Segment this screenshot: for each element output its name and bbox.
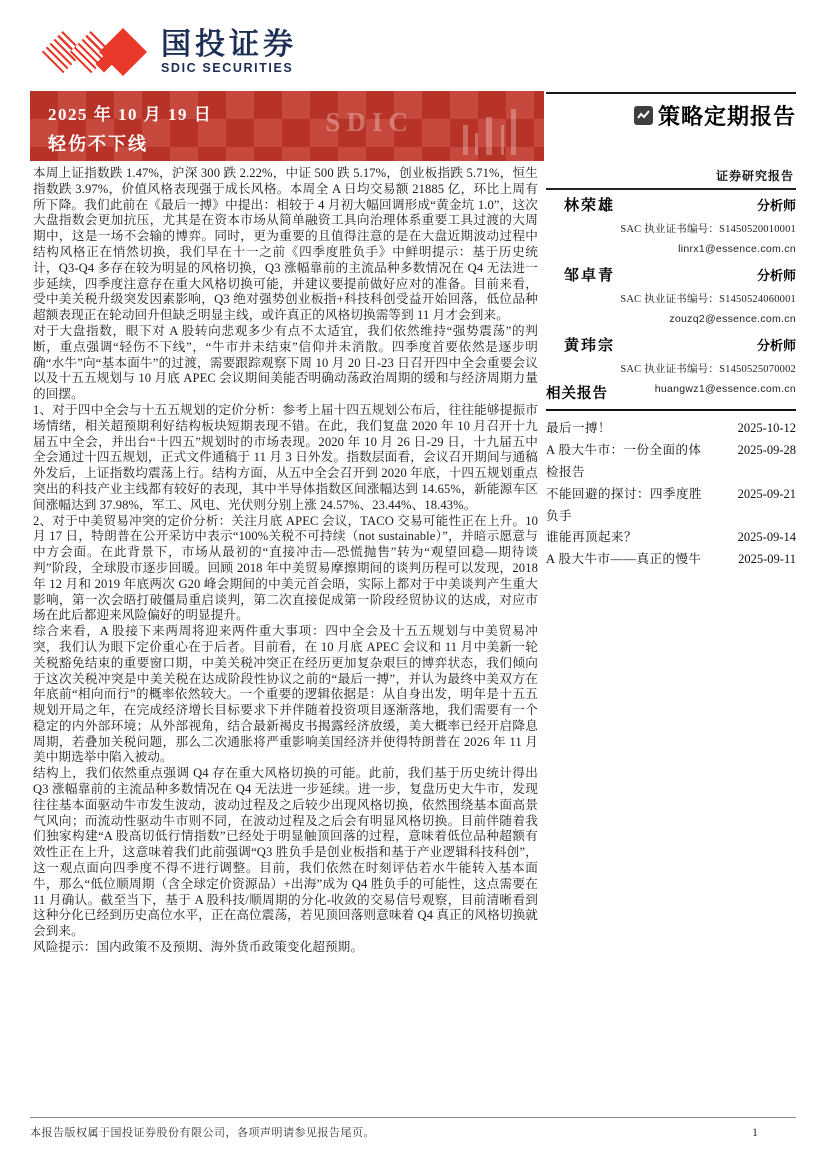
analyst-cert: SAC 执业证书编号：S1450524060001 — [620, 294, 796, 305]
analyst-role: 分析师 — [756, 338, 796, 353]
analyst-name: 邹卓青 — [564, 268, 616, 284]
related-report-title: 不能回避的探讨：四季度胜负手 — [546, 486, 703, 523]
company-name-en: SDIC SECURITIES — [161, 60, 294, 75]
title-band — [30, 91, 544, 161]
report-title: 轻伤不下线 — [48, 134, 148, 154]
page-number: 1 — [752, 1125, 758, 1139]
analyst-email: zouzq2@essence.com.cn — [669, 313, 796, 325]
related-report-title: A 股大牛市——真正的慢牛 — [546, 552, 702, 567]
analyst-name: 黄玮宗 — [564, 338, 616, 354]
related-report-date: 2025-09-11 — [738, 552, 796, 567]
related-report-date: 2025-09-21 — [737, 486, 796, 501]
report-type-label: 策略定期报告 — [657, 104, 796, 129]
related-reports-section — [546, 382, 796, 571]
related-report-row — [546, 484, 796, 528]
analyst-name: 林荣雄 — [564, 198, 616, 214]
analyst-cert: SAC 执业证书编号：S1450525070002 — [620, 364, 796, 375]
body-paragraph-risk: 风险提示：国内政策不及预期、海外货币政策变化超预期。 — [33, 940, 364, 955]
related-report-row — [546, 440, 796, 484]
analysts-section — [546, 194, 796, 404]
analyst-email: linrx1@essence.com.cn — [678, 243, 796, 255]
sidebar-divider — [546, 188, 796, 190]
building-silhouette — [511, 109, 516, 155]
footer-disclaimer: 本报告版权属于国投证券股份有限公司，各项声明请参见报告尾页。 — [30, 1127, 375, 1139]
analyst-block — [546, 264, 796, 325]
body-paragraph: 结构上，我们依然重点强调 Q4 存在重大风格切换的可能。此前，我们基于历史统计得出 Q3 涨幅靠前的主流品种多数情况在 Q4 无法进一步延续。进一步，复盘历史大牛市，发现往往基本面驱动牛市发生波动，波动过程及之后较少出现风格切换，依然围绕基本面高景气风向；而流动性驱动牛市则不同，在波动过程及之后会有明显风格切换。目前伴随着我们独家构建“A 股高切低行情指数”已经处于明显触顶回落的过程，意味着低位品种超额有效性正在上升，这意味着我们此前强调“Q3 胜负手是创业板指和基于产业逻辑科技科创”，这一观点面向四季度不得不进行调整。目前，我们依然在时刻评估若水牛能转入基本面牛，那么“低位顺周期（含全球定价资源品）+出海”成为 Q4 胜负手的可能性，这点需要在 11 月确认。截至当下，基于 A 股科技/顺周期的分化-收敛的交易信号观察，目前清晰看到这种分化已经到历史高位水平，正在高位震荡，若见顶回落则意味着 Q4 真正的风格切换就会到来。 — [33, 766, 538, 939]
analyst-cert: SAC 执业证书编号：S1450520010001 — [620, 224, 796, 235]
related-reports-title: 相关报告 — [546, 382, 796, 411]
analyst-block — [546, 194, 796, 255]
related-report-row — [546, 549, 796, 571]
related-report-title: 最后一搏！ — [546, 421, 612, 435]
related-report-row — [546, 418, 796, 440]
body-paragraph: 2、对于中美贸易冲突的定价分析：关注月底 APEC 会议，TACO 交易可能性正在上升。10 月 17 日，特朗普在公开采访中表示“100%关税不可持续（not sustainable）”，并暗示愿意与中方会面。在此背景下，市场从最初的“直接冲击—恐慌抛售”转为“观望回稳—期待谈判”阶段，全球股市逐步回暖。回顾 2018 年中美贸易摩擦期间的谈判历程可以发现，2018 年 12 月和 2019 年底两次 G20 峰会期间的中美元首会晤，实际上都对于中美谈判产生重大影响，第一次会晤打破僵局重启谈判，第二次直接促成第一阶段经贸协议的达成，对应市场在此后都迎来风险偏好的明显提升。 — [33, 513, 538, 623]
band-watermark: SDIC — [325, 107, 414, 137]
related-report-title: A 股大牛市：一份全面的体检报告 — [546, 442, 702, 479]
page-footer — [30, 1117, 796, 1140]
report-body — [33, 166, 538, 956]
report-date: 2025 年 10 月 19 日 — [48, 105, 213, 124]
body-paragraph: 1、对于四中全会与十五五规划的定价分析：参考上届十四五规划公布后，往往能够提振市场情绪，相关超预期利好结构板块短期表现不错。在此，我们复盘 2020 年 10 月召开十九届五中全会，并出台“十四五”规划时的市场表现。2020 年 10 月 26 日-29 日，十九届五中全会通过十四五规划，正式文件通稿于 11 月 3 日外发。指数层面看，会议召开期间与通稿外发后，上证指数均震荡上行。结构方面，从五中全会召开到 2020 年底，十四五规划重点突出的科技产业主线都有较好的表现，其中半导体指数区间涨幅达到 14.65%，新能源车区间涨幅达到 37.98%，军工、风电、光伏则分别上涨 24.57%、23.44%、18.43%。 — [33, 402, 538, 512]
related-report-date: 2025-10-12 — [737, 421, 796, 435]
related-report-date: 2025-09-14 — [737, 530, 796, 545]
company-name-cn: 国投证券 — [161, 28, 297, 62]
body-paragraph: 本周上证指数跌 1.47%，沪深 300 跌 2.22%，中证 500 跌 5.17%，创业板指跌 5.71%，恒生指数跌 3.97%，价值风格表现强于成长风格。本周全 A 日均交易额 21885 亿，环比上周有所下降。我们此前在《最后一搏》中提出：相较于 4 月初大幅回调形成“黄金坑 1.0”，这次大盘指数会更加抗压，尤其是在资本市场从简单融资工具向治理体系重要工具过渡的大周期中，这是一场不会输的博弈。同时，更为重要的且值得注意的是在大盘近期波动过程中结构风格正在悄然切换，我们早在十一之前《四季度胜负手》中鲜明提示：基于历史统计，Q3-Q4 多存在较为明显的风格切换，Q3 涨幅靠前的主流品种多数情况在 Q4 无法进一步延续，四季度注意存在重大风格切换可能，并建议要提前做好应对的准备。目前来看，受中美关税升级突发因素影响，Q3 绝对强势创业板指+科技科创受益开始回落，低位品种超额表现正在轮动回升但缺乏明显主线，或许真正的风格切换需等到 11 月才会到来。 — [33, 166, 538, 323]
line-chart-icon — [634, 106, 653, 125]
analyst-role: 分析师 — [756, 268, 796, 283]
related-report-title: 谁能再顶起来？ — [546, 530, 638, 545]
report-category: 证券研究报告 — [715, 169, 794, 183]
body-paragraph: 综合来看，A 股接下来两周将迎来两件重大事项：四中全会及十五五规划与中美贸易冲突，我们认为眼下定价重心在于后者。目前看，在 10 月底 APEC 会议和 11 月中美新一轮关税豁免结束的重要窗口期，中美关税冲突正在经历更加复杂艰巨的博弈状态，我们倾向于这次关税冲突是中美关税在达成阶段性协议之前的“最后一搏”，并认为最终中美双方在年底前“相向而行”的概率依然较大。一个重要的逻辑依据是：从自身出发，明年是十五五规划开局之年，在完成经济增长目标要求下并伴随着投资项目逐渐落地，我们需要有一个稳定的内外部环境；从外部视角，结合最新褐皮书揭露经济放缓，美大概率已经开启降息周期，若叠加关税问题，那么二次通胀将严重影响美国经济并使得特朗普在 2026 年 11 月美中期选举中陷入被动。 — [33, 624, 538, 765]
related-report-row — [546, 527, 796, 549]
company-logo — [46, 24, 297, 80]
logo-diamonds-icon — [46, 24, 151, 80]
body-paragraph: 对于大盘指数，眼下对 A 股转向悲观多少有点不太适宜，我们依然维持“强势震荡”的判断，重点强调“轻伤不下线”，“牛市并未结束”信仰并未消散。四季度首要依然是逐步明确“水牛”向“基本面牛”的过渡，需要跟踪观察下周 10 月 20 日-23 日召开四中全会重要会议以及十五五规划与 10 月底 APEC 会议期间美能否明确动荡政治周期的缓和与经济周期力量的回摆。 — [33, 323, 538, 402]
analyst-email: huangwz1@essence.com.cn — [654, 383, 796, 395]
analyst-role: 分析师 — [756, 198, 796, 213]
related-report-date: 2025-09-28 — [737, 442, 796, 457]
report-type — [546, 100, 796, 131]
sidebar-top-rule — [546, 92, 796, 94]
